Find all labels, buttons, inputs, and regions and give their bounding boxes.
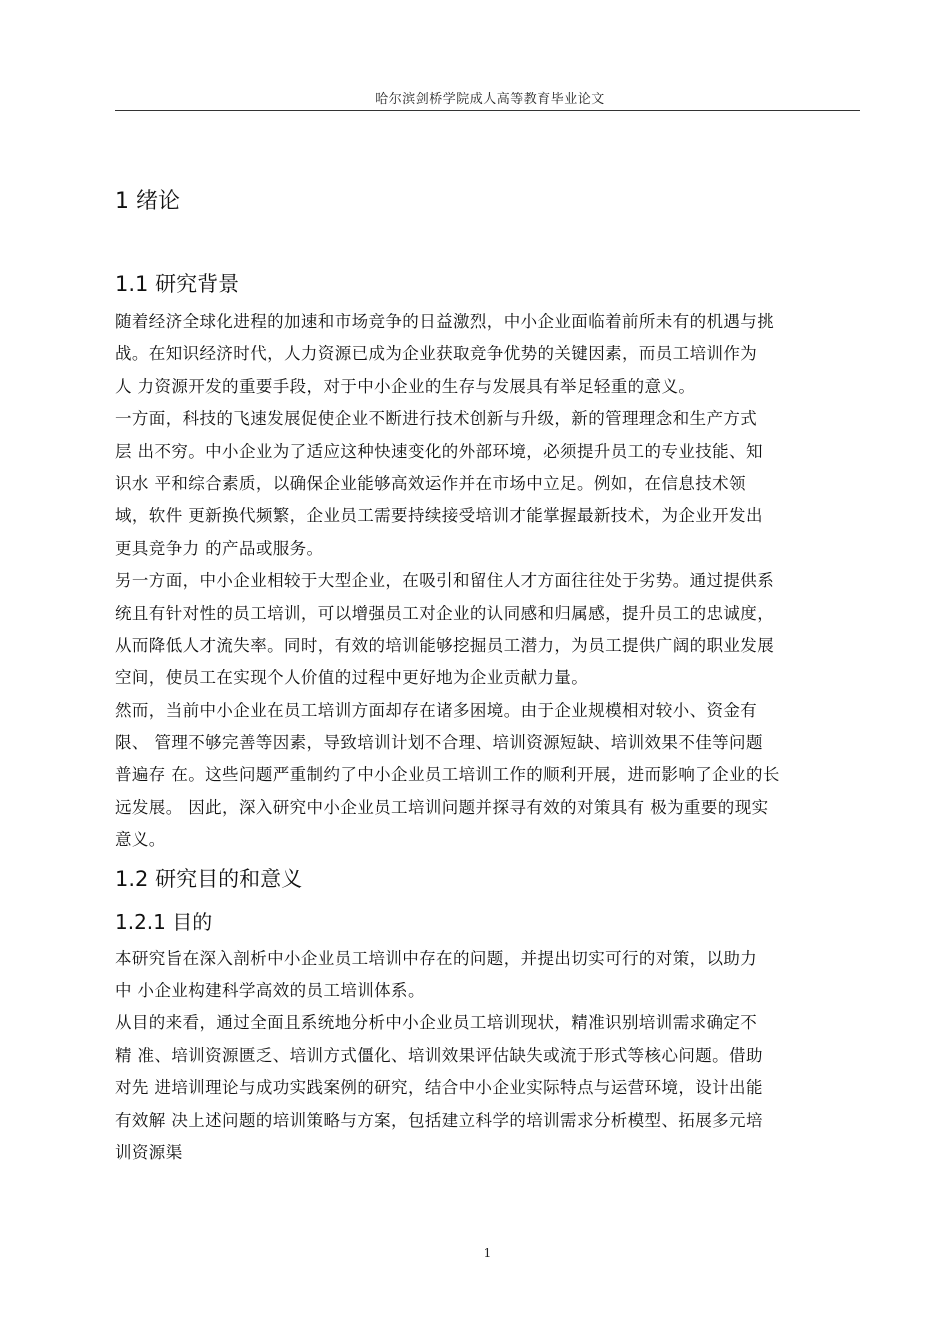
text-line: 战。在知识经济时代，人力资源已成为企业获取竞争优势的关键因素，而员工培训作为: [115, 344, 758, 364]
paragraph: [115, 403, 865, 565]
text-line: 有效解 决上述问题的培训策略与方案，包括建立科学的培训需求分析模型、拓展多元培: [115, 1110, 763, 1130]
paragraph: [115, 306, 865, 403]
section-title-purpose-significance: 1.2 研究目的和意义: [115, 866, 303, 891]
text-line: 普遍存 在。这些问题严重制约了中小企业员工培训工作的顺利开展，进而影响了企业的长: [115, 765, 780, 785]
text-line: 远发展。 因此，深入研究中小企业员工培训问题并探寻有效的对策具有 极为重要的现实: [115, 797, 769, 817]
subsection-title-purpose: 1.2.1 目的: [115, 909, 213, 934]
section-title-background: 1.1 研究背景: [115, 272, 240, 296]
text-line: 训资源渠: [115, 1142, 183, 1162]
document-body: [115, 180, 865, 1169]
text-line: 中 小企业构建科学高效的员工培训体系。: [115, 981, 425, 1001]
text-line: 然而，当前中小企业在员工培训方面却存在诸多困境。由于企业规模相对较小、资金有: [115, 700, 758, 720]
running-header: 哈尔滨剑桥学院成人高等教育毕业论文: [375, 92, 605, 107]
text-line: 一方面，科技的飞速发展促使企业不断进行技术创新与升级，新的管理理念和生产方式: [115, 409, 758, 429]
text-line: 统且有针对性的员工培训，可以增强员工对企业的认同感和归属感，提升员工的忠诚度，: [115, 603, 775, 623]
spacer: [115, 224, 865, 262]
text-line: 识水 平和综合素质，以确保企业能够高效运作并在市场中立足。例如，在信息技术领: [115, 473, 746, 493]
chapter-title: 1 绪论: [115, 189, 180, 214]
text-line: 随着经济全球化进程的加速和市场竞争的日益激烈，中小企业面临着前所未有的机遇与挑: [115, 312, 775, 331]
text-line: 从目的来看，通过全面且系统地分析中小企业员工培训现状，精准识别培训需求确定不: [115, 1013, 758, 1033]
text-line: 对先 进培训理论与成功实践案例的研究，结合中小企业实际特点与运营环境，设计出能: [115, 1078, 763, 1098]
text-line: 空间，使员工在实现个人价值的过程中更好地为企业贡献力量。: [115, 668, 589, 688]
text-line: 限、 管理不够完善等因素，导致培训计划不合理、培训资源短缺、培训效果不佳等问题: [115, 733, 763, 753]
text-line: 域，软件 更新换代频繁，企业员工需要持续接受培训才能掌握最新技术，为企业开发出: [115, 506, 763, 526]
paragraph: [115, 565, 865, 695]
text-line: 精 准、培训资源匮乏、培训方式僵化、培训效果评估缺失或流于形式等核心问题。借助: [115, 1045, 763, 1065]
text-line: 意义。: [115, 830, 166, 850]
text-line: 从而降低人才流失率。同时，有效的培训能够挖掘员工潜力，为员工提供广阔的职业发展: [115, 635, 775, 655]
page-number: 1: [483, 1246, 492, 1260]
text-line: 本研究旨在深入剖析中小企业员工培训中存在的问题，并提出切实可行的对策，以助力: [115, 948, 758, 968]
text-line: 更具竞争力 的产品或服务。: [115, 538, 324, 558]
header-divider: [115, 110, 860, 111]
paragraph: [115, 695, 865, 857]
paragraph: [115, 1007, 865, 1169]
text-line: 层 出不穷。中小企业为了适应这种快速变化的外部环境，必须提升员工的专业技能、知: [115, 441, 763, 461]
paragraph: [115, 943, 865, 1008]
text-line: 人 力资源开发的重要手段，对于中小企业的生存与发展具有举足轻重的意义。: [115, 376, 696, 396]
text-line: 另一方面，中小企业相较于大型企业，在吸引和留住人才方面往往处于劣势。通过提供系: [115, 571, 775, 591]
